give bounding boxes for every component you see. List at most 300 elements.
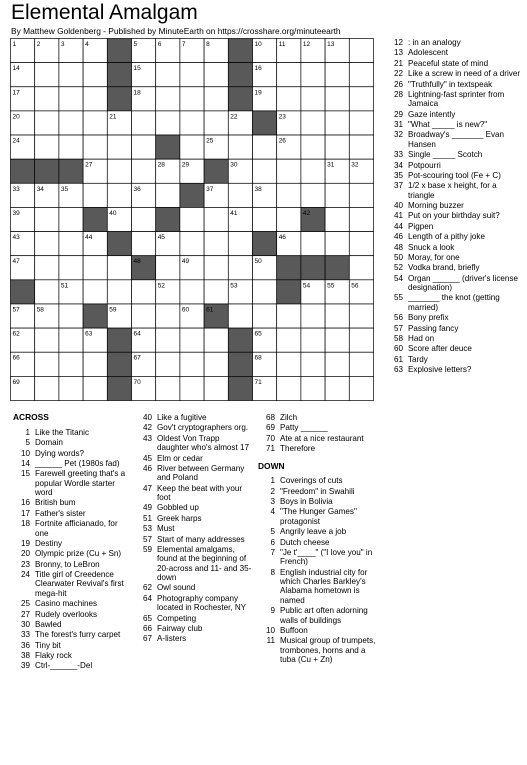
grid-cell[interactable] bbox=[156, 256, 180, 280]
grid-cell[interactable] bbox=[35, 111, 59, 135]
grid-cell[interactable] bbox=[349, 328, 373, 352]
grid-cell[interactable] bbox=[204, 207, 228, 231]
grid-cell[interactable] bbox=[228, 256, 252, 280]
grid-cell[interactable] bbox=[107, 135, 131, 159]
grid-cell[interactable] bbox=[132, 232, 156, 256]
grid-cell[interactable] bbox=[83, 183, 107, 207]
clue-number: 30 bbox=[20, 619, 30, 629]
down-clue[interactable] bbox=[386, 334, 522, 343]
clue-number: 6 bbox=[270, 537, 275, 547]
across-clue[interactable] bbox=[135, 614, 253, 623]
grid-cell[interactable] bbox=[301, 376, 325, 400]
grid-cell[interactable] bbox=[204, 376, 228, 400]
grid-cell[interactable] bbox=[35, 135, 59, 159]
grid-cell[interactable] bbox=[204, 328, 228, 352]
cell-number: 29 bbox=[181, 161, 190, 169]
down-clue[interactable] bbox=[258, 548, 380, 567]
grid-cell[interactable] bbox=[35, 87, 59, 111]
grid-cell[interactable] bbox=[83, 63, 107, 87]
across-clue[interactable] bbox=[13, 570, 130, 598]
grid-cell[interactable] bbox=[253, 135, 277, 159]
grid-cell[interactable] bbox=[35, 376, 59, 400]
across-clues-column-1 bbox=[13, 413, 130, 672]
down-clue[interactable] bbox=[386, 90, 522, 109]
grid-cell[interactable] bbox=[35, 328, 59, 352]
grid-cell[interactable] bbox=[156, 111, 180, 135]
grid-cell[interactable] bbox=[35, 207, 59, 231]
grid-cell[interactable] bbox=[349, 87, 373, 111]
grid-cell[interactable] bbox=[349, 111, 373, 135]
cell-number: 70 bbox=[133, 378, 141, 386]
down-clue[interactable] bbox=[386, 365, 522, 374]
down-clue[interactable] bbox=[386, 263, 522, 272]
grid-cell[interactable] bbox=[301, 87, 325, 111]
grid-cell[interactable] bbox=[349, 232, 373, 256]
across-clue[interactable] bbox=[13, 549, 130, 558]
cell-number: 4 bbox=[85, 41, 89, 48]
grid-cell[interactable] bbox=[132, 207, 156, 231]
grid-cell[interactable] bbox=[325, 232, 349, 256]
grid-cell[interactable] bbox=[59, 352, 83, 376]
clue-number: 34 bbox=[393, 160, 403, 170]
down-clue[interactable] bbox=[386, 324, 522, 333]
grid-cell[interactable] bbox=[132, 135, 156, 159]
grid-cell[interactable] bbox=[156, 352, 180, 376]
grid-cell[interactable] bbox=[301, 63, 325, 87]
grid-cell[interactable] bbox=[277, 207, 301, 231]
grid-cell[interactable] bbox=[204, 87, 228, 111]
across-clue[interactable] bbox=[258, 434, 380, 443]
grid-block bbox=[107, 376, 131, 400]
grid-cell[interactable] bbox=[204, 256, 228, 280]
clue-number: 41 bbox=[393, 211, 403, 221]
across-clue[interactable] bbox=[13, 469, 130, 497]
grid-cell[interactable] bbox=[83, 135, 107, 159]
cell-number: 54 bbox=[302, 282, 311, 290]
across-clue[interactable] bbox=[135, 423, 253, 432]
across-clue[interactable] bbox=[135, 624, 253, 633]
grid-cell[interactable] bbox=[156, 87, 180, 111]
cell-number: 34 bbox=[36, 185, 44, 193]
grid-cell[interactable] bbox=[59, 87, 83, 111]
crossword-grid[interactable] bbox=[10, 38, 373, 400]
grid-cell[interactable] bbox=[59, 304, 83, 328]
grid-cell[interactable] bbox=[349, 135, 373, 159]
clue-number: 58 bbox=[393, 333, 403, 343]
across-clue[interactable] bbox=[13, 599, 130, 608]
clue-number: 27 bbox=[20, 609, 30, 619]
down-clue[interactable] bbox=[258, 568, 380, 606]
clue-number: 46 bbox=[393, 232, 403, 242]
clue-text: Title girl of Creedence Clearwater Revival's first mega-hit bbox=[35, 570, 124, 598]
grid-cell[interactable] bbox=[301, 111, 325, 135]
across-clue[interactable] bbox=[258, 444, 380, 453]
grid-cell[interactable] bbox=[59, 256, 83, 280]
grid-block bbox=[59, 159, 83, 183]
grid-cell[interactable] bbox=[349, 256, 373, 280]
across-clue[interactable] bbox=[135, 413, 253, 422]
down-clue[interactable] bbox=[258, 497, 380, 506]
grid-cell[interactable] bbox=[325, 183, 349, 207]
clue-text: Oldest Von Trapp daughter who's almost 17 bbox=[157, 433, 249, 453]
grid-cell[interactable] bbox=[349, 352, 373, 376]
grid-cell[interactable] bbox=[277, 87, 301, 111]
grid-cell[interactable] bbox=[325, 352, 349, 376]
cell-number: 13 bbox=[327, 41, 335, 48]
grid-block bbox=[107, 63, 131, 87]
grid-cell[interactable] bbox=[156, 183, 180, 207]
clue-number: 17 bbox=[20, 508, 30, 518]
grid-block bbox=[107, 232, 131, 256]
across-clue[interactable] bbox=[135, 464, 253, 483]
across-clue[interactable] bbox=[135, 594, 253, 613]
across-clue[interactable] bbox=[135, 634, 253, 643]
across-clue[interactable] bbox=[13, 610, 130, 619]
grid-cell[interactable] bbox=[107, 159, 131, 183]
cell-number: 35 bbox=[60, 185, 69, 193]
clue-number: 40 bbox=[393, 201, 403, 210]
grid-cell[interactable] bbox=[59, 135, 83, 159]
down-clue[interactable] bbox=[386, 211, 522, 220]
cell-number: 48 bbox=[133, 258, 141, 266]
clue-text: Public art often adorning walls of buildings bbox=[280, 606, 368, 625]
grid-cell[interactable] bbox=[59, 232, 83, 256]
grid-cell[interactable] bbox=[301, 328, 325, 352]
across-clue[interactable] bbox=[13, 438, 130, 447]
across-clue[interactable] bbox=[258, 423, 380, 432]
clue-number: 43 bbox=[142, 433, 152, 443]
cell-number: 24 bbox=[12, 137, 20, 145]
clue-number: 70 bbox=[265, 433, 275, 443]
cell-number: 71 bbox=[254, 378, 262, 386]
clue-text: Elemental amalgams, found at the beginning of 20-across and 11- and 35-down bbox=[157, 544, 252, 582]
down-clue[interactable] bbox=[386, 38, 522, 47]
down-clue[interactable] bbox=[258, 606, 380, 625]
grid-cell[interactable] bbox=[301, 135, 325, 159]
across-clue[interactable] bbox=[13, 661, 130, 670]
grid-cell[interactable] bbox=[204, 232, 228, 256]
down-clue[interactable] bbox=[386, 130, 522, 149]
clue-text: Moray, for one bbox=[408, 252, 460, 262]
clue-number: 20 bbox=[20, 549, 30, 559]
down-clue[interactable] bbox=[258, 527, 380, 536]
cell-number: 61 bbox=[206, 306, 214, 314]
grid-block bbox=[107, 39, 131, 63]
grid-cell[interactable] bbox=[228, 232, 252, 256]
cell-number: 44 bbox=[85, 234, 93, 242]
grid-cell[interactable] bbox=[59, 111, 83, 135]
across-clue[interactable] bbox=[13, 519, 130, 538]
clue-text: Explosive letters? bbox=[408, 365, 472, 374]
grid-cell[interactable] bbox=[301, 304, 325, 328]
grid-cell[interactable] bbox=[253, 159, 277, 183]
clue-number: 69 bbox=[265, 423, 275, 433]
across-clue[interactable] bbox=[13, 509, 130, 518]
grid-cell[interactable] bbox=[349, 376, 373, 400]
cell-number: 42 bbox=[302, 209, 311, 217]
cell-number: 56 bbox=[351, 282, 359, 290]
clue-number: 10 bbox=[20, 448, 30, 458]
across-clue[interactable] bbox=[13, 459, 130, 468]
down-clue[interactable] bbox=[386, 201, 522, 210]
grid-cell[interactable] bbox=[35, 256, 59, 280]
grid-cell[interactable] bbox=[349, 63, 373, 87]
cell-number: 58 bbox=[36, 306, 44, 314]
down-clue[interactable] bbox=[386, 120, 522, 129]
down-clue[interactable] bbox=[386, 69, 522, 78]
grid-cell[interactable] bbox=[325, 304, 349, 328]
clue-text: Single _____ Scotch bbox=[408, 150, 483, 160]
grid-cell[interactable] bbox=[204, 63, 228, 87]
grid-cell[interactable] bbox=[277, 352, 301, 376]
clue-text: Tardy bbox=[408, 354, 428, 364]
grid-cell[interactable] bbox=[349, 183, 373, 207]
grid-cell[interactable] bbox=[277, 376, 301, 400]
across-clue[interactable] bbox=[13, 449, 130, 458]
grid-cell[interactable] bbox=[277, 328, 301, 352]
grid-cell[interactable] bbox=[180, 135, 204, 159]
clue-number: 10 bbox=[265, 625, 275, 635]
down-clue[interactable] bbox=[386, 181, 522, 200]
clue-text: Like a screw in need of a driver bbox=[408, 69, 521, 79]
grid-cell[interactable] bbox=[204, 280, 228, 304]
grid-cell[interactable] bbox=[325, 87, 349, 111]
grid-cell[interactable] bbox=[204, 352, 228, 376]
grid-cell[interactable] bbox=[277, 63, 301, 87]
across-clue[interactable] bbox=[135, 503, 253, 512]
across-clue[interactable] bbox=[13, 539, 130, 548]
clue-text: Father's sister bbox=[35, 508, 86, 518]
down-clue[interactable] bbox=[386, 313, 522, 322]
grid-cell[interactable] bbox=[83, 256, 107, 280]
clue-number: 68 bbox=[265, 413, 275, 422]
across-clue[interactable] bbox=[135, 434, 253, 453]
grid-cell[interactable] bbox=[180, 328, 204, 352]
clue-number: 13 bbox=[393, 48, 403, 58]
grid-cell[interactable] bbox=[228, 135, 252, 159]
clue-number: 67 bbox=[142, 634, 152, 644]
grid-cell[interactable] bbox=[83, 376, 107, 400]
cell-number: 68 bbox=[254, 354, 262, 362]
cell-number: 17 bbox=[12, 89, 20, 97]
cell-number: 30 bbox=[230, 161, 238, 169]
grid-cell[interactable] bbox=[132, 304, 156, 328]
clue-number: 23 bbox=[20, 559, 30, 569]
down-clue[interactable] bbox=[258, 538, 380, 547]
grid-cell[interactable] bbox=[301, 352, 325, 376]
down-clue[interactable] bbox=[386, 222, 522, 231]
across-clue[interactable] bbox=[135, 583, 253, 592]
across-clue[interactable] bbox=[135, 524, 253, 533]
grid-cell[interactable] bbox=[325, 376, 349, 400]
grid-cell[interactable] bbox=[132, 280, 156, 304]
cell-number: 43 bbox=[12, 234, 20, 242]
across-clue[interactable] bbox=[135, 484, 253, 503]
grid-cell[interactable] bbox=[180, 87, 204, 111]
grid-cell[interactable] bbox=[83, 87, 107, 111]
cell-number: 25 bbox=[206, 137, 214, 145]
grid-cell[interactable] bbox=[180, 352, 204, 376]
cell-number: 14 bbox=[12, 65, 20, 73]
grid-cell[interactable] bbox=[325, 111, 349, 135]
grid-cell[interactable] bbox=[59, 328, 83, 352]
grid-cell[interactable] bbox=[156, 63, 180, 87]
grid-cell[interactable] bbox=[83, 352, 107, 376]
cell-number: 51 bbox=[60, 282, 69, 290]
grid-cell[interactable] bbox=[35, 352, 59, 376]
clue-number: 55 bbox=[393, 293, 403, 303]
down-clue[interactable] bbox=[258, 636, 380, 664]
grid-cell[interactable] bbox=[349, 39, 373, 63]
grid-cell[interactable] bbox=[156, 304, 180, 328]
down-clue[interactable] bbox=[386, 274, 522, 293]
down-clue[interactable] bbox=[386, 243, 522, 252]
clue-text: Had on bbox=[408, 333, 435, 343]
clue-text: Domain bbox=[35, 438, 63, 448]
grid-cell[interactable] bbox=[107, 280, 131, 304]
grid-cell[interactable] bbox=[253, 280, 277, 304]
down-clue[interactable] bbox=[386, 344, 522, 353]
down-clue[interactable] bbox=[386, 161, 522, 170]
down-clue[interactable] bbox=[386, 59, 522, 68]
grid-cell[interactable] bbox=[180, 207, 204, 231]
grid-cell[interactable] bbox=[325, 63, 349, 87]
cell-number: 15 bbox=[133, 65, 141, 73]
down-clue[interactable] bbox=[386, 293, 522, 312]
clue-number: 8 bbox=[270, 567, 275, 577]
grid-cell[interactable] bbox=[35, 232, 59, 256]
grid-cell[interactable] bbox=[107, 183, 131, 207]
grid-cell[interactable] bbox=[301, 232, 325, 256]
grid-cell[interactable] bbox=[83, 280, 107, 304]
clue-number: 35 bbox=[393, 170, 403, 180]
clue-number: 14 bbox=[20, 458, 30, 468]
across-clue[interactable] bbox=[258, 413, 380, 422]
clue-text: "The Hunger Games" protagonist bbox=[280, 507, 357, 526]
clue-text: Bronny, to LeBron bbox=[35, 559, 100, 569]
clue-number: 44 bbox=[393, 221, 403, 231]
grid-block bbox=[228, 376, 252, 400]
grid-cell[interactable] bbox=[253, 207, 277, 231]
grid-cell[interactable] bbox=[59, 63, 83, 87]
grid-cell[interactable] bbox=[107, 256, 131, 280]
grid-cell[interactable] bbox=[228, 304, 252, 328]
grid-cell[interactable] bbox=[59, 207, 83, 231]
clue-text: Pot-scouring tool (Fe + C) bbox=[408, 170, 501, 180]
grid-cell[interactable] bbox=[180, 280, 204, 304]
clue-number: 65 bbox=[142, 613, 152, 623]
grid-cell[interactable] bbox=[180, 63, 204, 87]
grid-block bbox=[228, 39, 252, 63]
grid-cell[interactable] bbox=[35, 280, 59, 304]
across-clue[interactable] bbox=[135, 514, 253, 523]
down-clue[interactable] bbox=[386, 48, 522, 57]
down-clue[interactable] bbox=[386, 253, 522, 262]
grid-cell[interactable] bbox=[301, 159, 325, 183]
down-clue[interactable] bbox=[386, 171, 522, 180]
grid-cell[interactable] bbox=[228, 183, 252, 207]
grid-cell[interactable] bbox=[204, 111, 228, 135]
grid-cell[interactable] bbox=[277, 183, 301, 207]
across-clue[interactable] bbox=[13, 630, 130, 639]
clue-text: Gobbled up bbox=[157, 503, 199, 513]
across-clue[interactable] bbox=[135, 545, 253, 583]
across-clue[interactable] bbox=[135, 535, 253, 544]
across-clue[interactable] bbox=[13, 428, 130, 437]
grid-cell[interactable] bbox=[156, 328, 180, 352]
grid-cell[interactable] bbox=[301, 183, 325, 207]
across-clue[interactable] bbox=[135, 454, 253, 463]
grid-cell[interactable] bbox=[180, 232, 204, 256]
clue-number: 15 bbox=[20, 469, 30, 479]
across-clue[interactable] bbox=[13, 498, 130, 507]
grid-cell[interactable] bbox=[349, 207, 373, 231]
down-clue[interactable] bbox=[258, 507, 380, 526]
clue-text: Therefore bbox=[280, 444, 316, 454]
grid-cell[interactable] bbox=[325, 207, 349, 231]
across-clue[interactable] bbox=[13, 641, 130, 650]
clue-number: 9 bbox=[270, 606, 275, 616]
clue-number: 64 bbox=[142, 593, 152, 603]
down-clue[interactable] bbox=[386, 80, 522, 89]
clue-text: Start of many addresses bbox=[157, 534, 245, 544]
across-clue[interactable] bbox=[13, 560, 130, 569]
clue-text: Pigpen bbox=[408, 221, 434, 231]
down-clue[interactable] bbox=[258, 626, 380, 635]
cell-number: 33 bbox=[12, 185, 20, 193]
grid-cell[interactable] bbox=[132, 159, 156, 183]
grid-cell[interactable] bbox=[325, 328, 349, 352]
grid-cell[interactable] bbox=[180, 376, 204, 400]
clue-text: Greek harps bbox=[157, 513, 202, 523]
down-clue[interactable] bbox=[386, 150, 522, 159]
clue-text: Passing fancy bbox=[408, 323, 459, 333]
down-clue[interactable] bbox=[258, 476, 380, 485]
clue-text: Tiny bit bbox=[35, 640, 61, 650]
grid-cell[interactable] bbox=[180, 111, 204, 135]
clue-text: Score after deuce bbox=[408, 344, 472, 354]
clue-text: Competing bbox=[157, 613, 197, 623]
grid-cell[interactable] bbox=[156, 376, 180, 400]
down-clue[interactable] bbox=[258, 487, 380, 496]
across-clues-column-2 bbox=[135, 413, 253, 645]
cell-number: 62 bbox=[12, 330, 20, 338]
grid-cell[interactable] bbox=[277, 304, 301, 328]
down-clue[interactable] bbox=[386, 110, 522, 119]
grid-cell[interactable] bbox=[59, 376, 83, 400]
grid-cell[interactable] bbox=[349, 304, 373, 328]
across-clue[interactable] bbox=[13, 651, 130, 660]
down-clue[interactable] bbox=[386, 232, 522, 241]
grid-block bbox=[156, 135, 180, 159]
grid-cell[interactable] bbox=[35, 63, 59, 87]
clue-number: 71 bbox=[265, 444, 275, 454]
cell-number: 12 bbox=[302, 41, 311, 48]
grid-cell[interactable] bbox=[277, 159, 301, 183]
grid-block bbox=[107, 328, 131, 352]
down-clue[interactable] bbox=[386, 355, 522, 364]
clue-number: 36 bbox=[20, 640, 30, 650]
grid-cell[interactable] bbox=[253, 304, 277, 328]
clue-text: Broadway's _______ Evan Hansen bbox=[408, 130, 505, 149]
clue-number: 11 bbox=[266, 636, 275, 646]
clue-text: Gaze intently bbox=[408, 109, 456, 119]
clue-text: Like the Titanic bbox=[35, 427, 89, 437]
grid-cell[interactable] bbox=[83, 111, 107, 135]
grid-cell[interactable] bbox=[325, 135, 349, 159]
across-clue[interactable] bbox=[13, 620, 130, 629]
grid-cell[interactable] bbox=[132, 111, 156, 135]
